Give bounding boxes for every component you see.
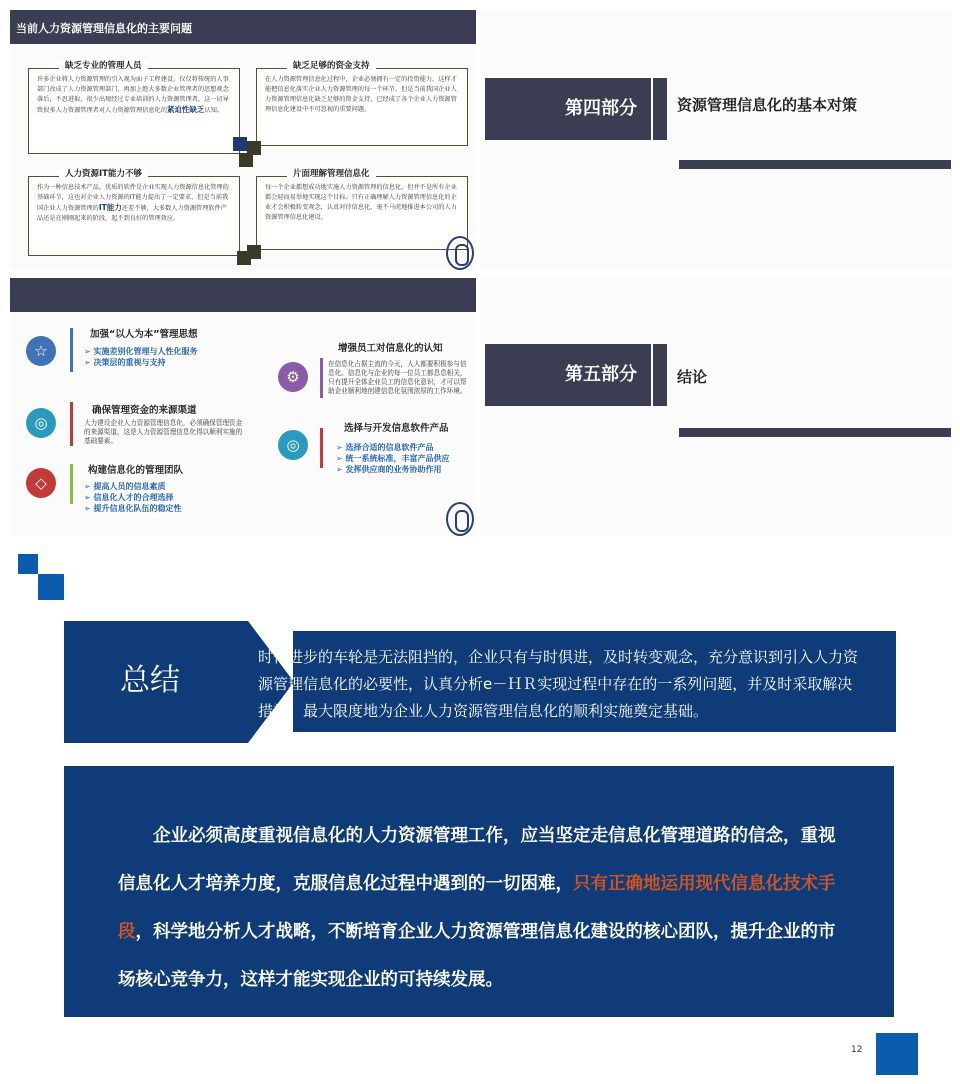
corner-decoration [247, 141, 261, 155]
summary-text: 时代进步的车轮是无法阻挡的，企业只有与时俱进，及时转变观念，充分意识到引入人力资源管理信息化的必要性，认真分析e－ＨＲ实现过程中存在的一系列问题，并及时采取解决措施，最大限度地为企业人力资源管理信息化的顺利实施奠定基础。 [258, 648, 859, 720]
box-title: 缺乏专业的管理人员 [59, 61, 148, 71]
slide-title: 当前人力资源管理信息化的主要问题 [10, 10, 476, 44]
item-title: 确保管理资金的来源渠道 [92, 405, 197, 416]
box-text: 还差不够，大多数人力资源管理软件产品还是在刚刚起来的阶段，起不到良好的管理效应。 [37, 205, 227, 222]
list-item: ➢ 提升信息化队伍的稳定性 [84, 504, 182, 513]
corner-square-decoration [38, 574, 64, 600]
disc-icon: ◎ [26, 408, 56, 438]
slide-countermeasures [10, 278, 476, 536]
corner-decoration [233, 137, 247, 151]
box-text: 许多企业将人力资源管理的引入视为面子工程建设。仅仅将传统的人事部门改成了人力资源管理部门，再加上绝大多数企业管理者的思想观念落后，不思进取，很少出现经过专业培训的人力资源管理者，这一切导致很多人力资源管理者对人力资源管理信息化的 [37, 76, 229, 114]
disc-icon: ◎ [278, 430, 308, 460]
box-text: 作为一种信息技术产品，优质的软件是企业实现人力资源信息化管理的基础环节，这也对企业人力资源的IT能力提出了一定要求，但是当前我国企业人力资源管理的 [37, 184, 229, 212]
section-underline [679, 160, 951, 169]
gear-icon: ⚙ [278, 362, 308, 392]
item-title: 增强员工对信息化的认知 [338, 343, 443, 354]
item-title: 选择与开发信息软件产品 [344, 423, 449, 434]
star-icon: ☆ [26, 336, 56, 366]
conclusion-text: 企业必须高度重视信息化的人力资源管理工作，应当坚定走信息化管理道路的信念，重视信息化人才培养力度，克服信息化过程中遇到的一切困难，只有正确地运用现代信息化技术手段，科学地分析人才战略，不断培育企业人力资源管理信息化建设的核心团队，提升企业的市场核心竞争力，这样才能实现企业的可持续发展。 [118, 826, 836, 990]
list-item: ➢ 实施差别化管理与人性化服务 [84, 347, 198, 356]
item-title: 构建信息化的管理团队 [88, 465, 184, 476]
accent-bar [70, 464, 73, 504]
university-seal-icon [446, 502, 474, 536]
accent-bar [320, 358, 323, 398]
list-item: ➢ 选择合适的信息软件产品 [336, 443, 434, 452]
problem-box-funding [256, 61, 468, 146]
slide-problems [10, 10, 476, 270]
section-5-slide [481, 278, 951, 536]
corner-decoration [239, 153, 253, 167]
list-item: ➢ 统一系统标准，丰富产品供应 [336, 454, 450, 463]
section-title: 结论 [677, 368, 708, 386]
item-title: 加强“以人为本”管理思想 [90, 329, 198, 340]
box-title: 片面理解管理信息化 [287, 169, 376, 179]
section-label: 第四部分 [485, 78, 651, 140]
box-title: 缺乏足够的资金支持 [287, 61, 376, 71]
item-text: 大力建设企业人力资源管理信息化，必须确保管理资金的来源渠道，这是人力资源管理信息化得以顺利实施的基础要素。 [84, 419, 243, 445]
section-underline [679, 428, 951, 437]
problem-box-staff [28, 61, 240, 154]
corner-decoration [247, 245, 261, 259]
problem-box-misunderstanding [256, 169, 468, 250]
box-highlight: IT能力 [98, 203, 122, 212]
summary-title: 总结 [120, 663, 180, 698]
slide-header-bar [10, 278, 476, 312]
conclusion-highlight: 只有正确地运用现代信息化技术手段 [118, 874, 836, 942]
list-item: ➢ 决策层的重视与支持 [84, 358, 166, 367]
corner-square-decoration [18, 554, 38, 574]
box-text-tail: 认知。 [204, 107, 223, 114]
accent-bar [70, 328, 73, 372]
box-text: 每一个企业都想成功地实施人力资源管理的信息化，但并不是所有企业都会轻而易举地实现这个目标。只有正确理解人力资源管理信息化的企业才会积极转变观念，认真对待信息化，毫不马虎地推进本公司的人力资源管理信息化建设。 [265, 184, 457, 221]
list-item: ➢ 信息化人才的合理选择 [84, 493, 174, 502]
section-bar [653, 344, 667, 406]
list-item: ➢ 发挥供应商的业务协助作用 [336, 465, 442, 474]
corner-square-decoration [876, 1033, 918, 1075]
item-text: 在信息化占据主流的今天，人人都要积极参与信息化。信息化与企业的每一位员工都息息相关，只有提升全体企业员工的信息化意识，才可以帮助企业顺利地创建信息化氛围浓厚的工作环境。 [328, 360, 467, 395]
page-number: 12 [851, 1045, 863, 1055]
section-bar [653, 78, 667, 140]
section-title: 资源管理信息化的基本对策 [677, 96, 858, 114]
problem-box-it [28, 169, 240, 256]
university-seal-icon [446, 236, 474, 270]
accent-bar [320, 428, 323, 468]
box-title: 人力资源IT能力不够 [59, 169, 148, 179]
section-4-slide [481, 10, 951, 270]
box-highlight: 紧迫性缺乏 [166, 105, 205, 114]
list-item: ➢ 提高人员的信息素质 [84, 482, 166, 491]
accent-bar [70, 402, 73, 446]
diamond-icon: ◇ [26, 468, 56, 498]
section-label: 第五部分 [485, 344, 651, 406]
box-text: 在人力资源管理信息化过程中，企业必须拥有一定的投资能力，这样才能把信息化落实企业人力资源管理的每一个环节。但是当前我国企业人力资源管理信息化缺乏足够的资金支持，已经成了各个企业人力资源管理信息化建设中不可忽视的重要问题。 [265, 76, 457, 113]
